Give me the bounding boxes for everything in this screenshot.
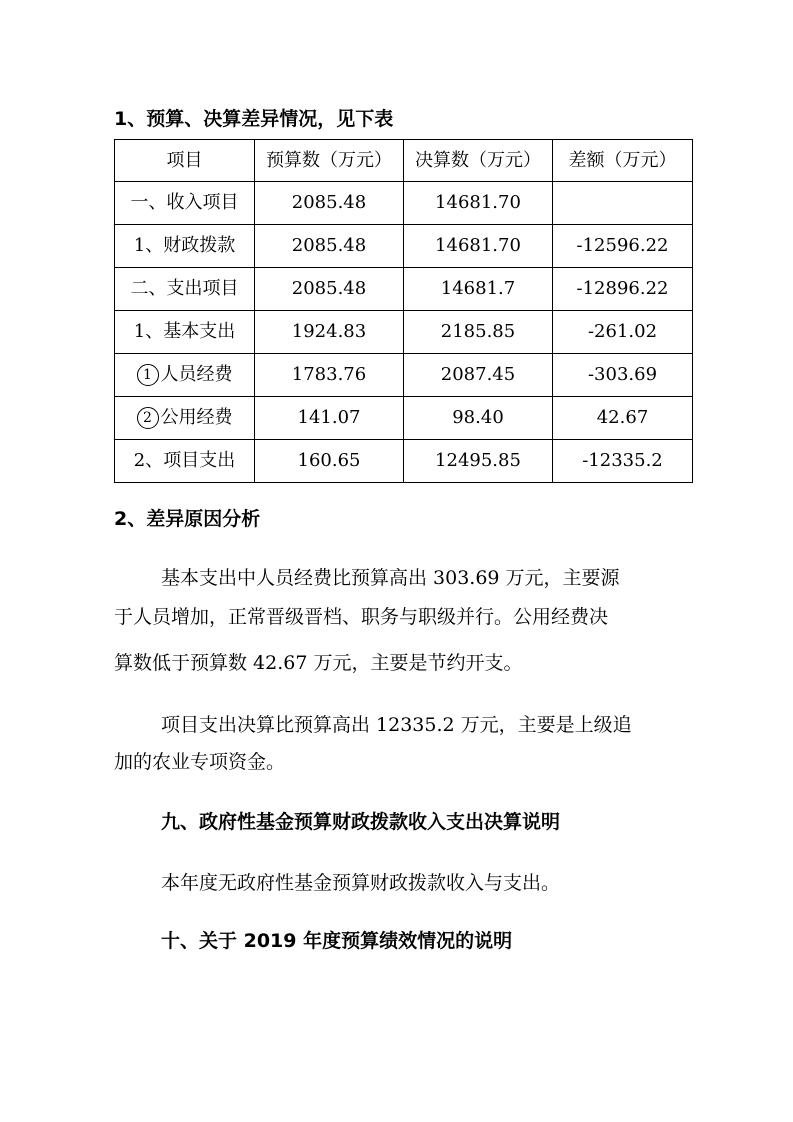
row-diff: -12896.22 [553, 268, 693, 311]
row-item-cell [115, 354, 255, 397]
section2-title: 2、差异原因分析 [114, 508, 261, 530]
row-actual: 12495.85 [404, 440, 553, 483]
table-row [115, 440, 693, 483]
table-row [115, 311, 693, 354]
row-budget: 160.65 [255, 440, 404, 483]
row-budget: 1783.76 [255, 354, 404, 397]
header-budget: 预算数（万元） [255, 140, 404, 182]
paragraph1-line3: 算数低于预算数 42.67 万元，主要是节约开支。 [114, 652, 523, 674]
row-budget: 141.07 [255, 397, 404, 440]
circled-number-marker: 1 [137, 364, 159, 386]
row-diff: -261.02 [553, 311, 693, 354]
table-row [115, 225, 693, 268]
section1-title: 1、预算、决算差异情况，见下表 [114, 108, 394, 130]
row-actual: 14681.70 [404, 225, 553, 268]
circled-number-marker: 2 [137, 407, 159, 429]
header-actual: 决算数（万元） [404, 140, 553, 182]
row-budget: 2085.48 [255, 225, 404, 268]
row-diff: -12596.22 [553, 225, 693, 268]
row-item: 2、项目支出 [115, 440, 255, 483]
row-actual: 14681.70 [404, 182, 553, 225]
row-actual: 98.40 [404, 397, 553, 440]
row-item: 1、财政拨款 [115, 225, 255, 268]
budget-comparison-table [114, 139, 693, 483]
row-item-cell [115, 397, 255, 440]
row-diff [553, 182, 693, 225]
row-actual: 14681.7 [404, 268, 553, 311]
paragraph1-line2: 于人员增加，正常晋级晋档、职务与职级并行。公用经费决 [114, 606, 609, 628]
row-item: 人员经费 [160, 364, 233, 385]
row-actual: 2087.45 [404, 354, 553, 397]
row-budget: 1924.83 [255, 311, 404, 354]
paragraph2-line1: 项目支出决算比预算高出 12335.2 万元，主要是上级追 [161, 714, 632, 736]
row-diff: -303.69 [553, 354, 693, 397]
row-budget: 2085.48 [255, 268, 404, 311]
section9-text: 本年度无政府性基金预算财政拨款收入与支出。 [161, 872, 561, 894]
row-budget: 2085.48 [255, 182, 404, 225]
section10-title: 十、关于 2019 年度预算绩效情况的说明 [161, 930, 513, 952]
paragraph2-line2: 加的农业专项资金。 [114, 751, 286, 773]
row-item: 一、收入项目 [115, 182, 255, 225]
table-row [115, 397, 693, 440]
table-row [115, 182, 693, 225]
row-diff: 42.67 [553, 397, 693, 440]
section9-title: 九、政府性基金预算财政拨款收入支出决算说明 [161, 811, 561, 833]
table-row [115, 268, 693, 311]
row-diff: -12335.2 [553, 440, 693, 483]
row-item: 二、支出项目 [115, 268, 255, 311]
table-header-row [115, 140, 693, 182]
row-actual: 2185.85 [404, 311, 553, 354]
row-item: 1、基本支出 [115, 311, 255, 354]
row-item: 公用经费 [160, 407, 233, 428]
paragraph1-line1: 基本支出中人员经费比预算高出 303.69 万元，主要源 [161, 567, 620, 589]
header-item: 项目 [115, 140, 255, 182]
table-row [115, 354, 693, 397]
header-diff: 差额（万元） [553, 140, 693, 182]
